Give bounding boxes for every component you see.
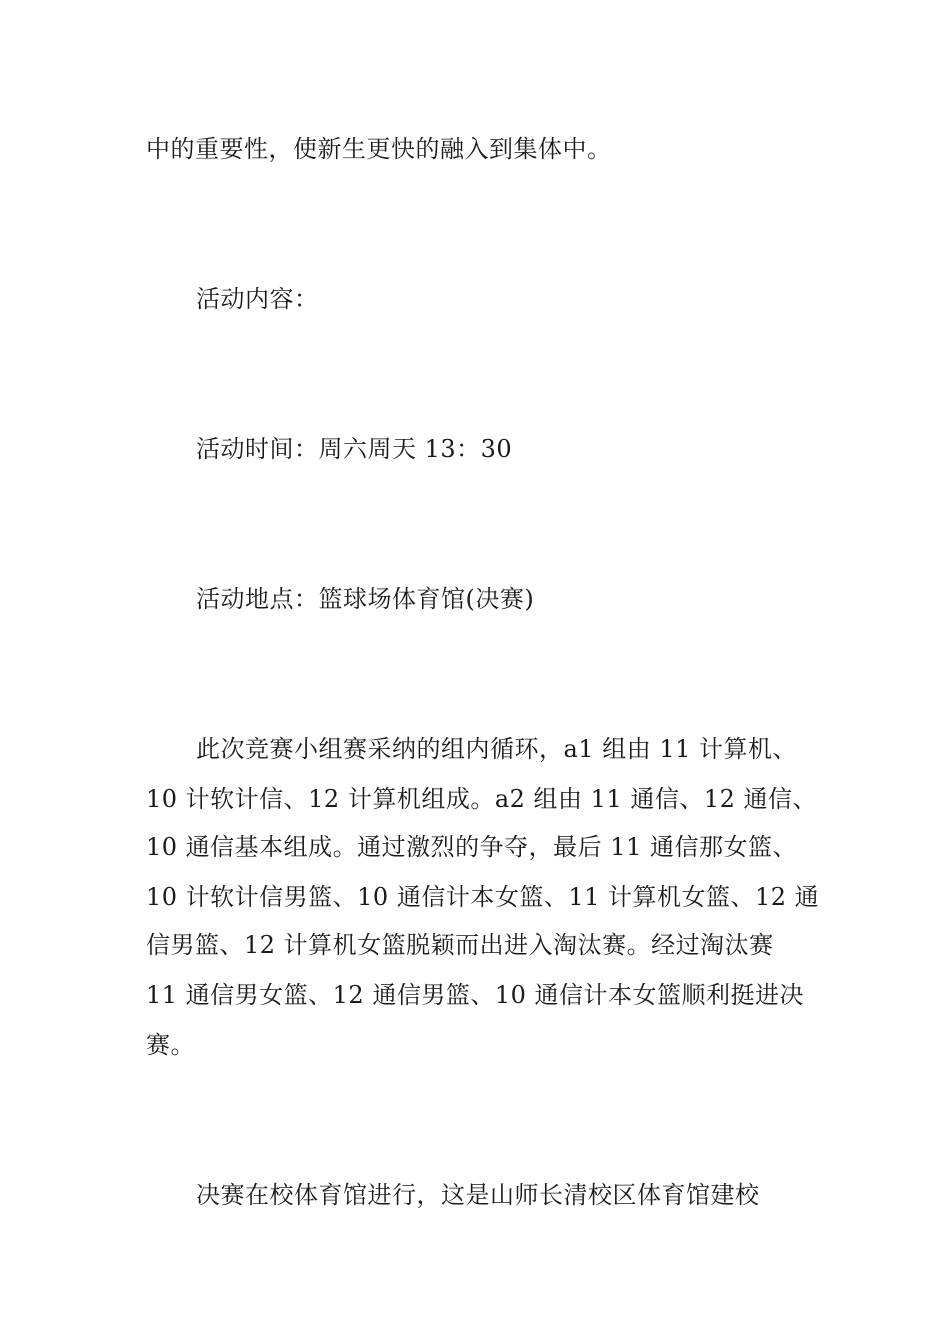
activity-time: 活动时间：周六周天 13：30 <box>196 435 513 463</box>
paragraph-continuation-line: 中的重要性，使新生更快的融入到集体中。 <box>146 135 612 163</box>
final-paragraph-line: 决赛在校体育馆进行，这是山师长清校区体育馆建校 <box>196 1181 760 1209</box>
activity-content-label: 活动内容： <box>196 285 319 313</box>
activity-location: 活动地点：篮球场体育馆(决赛) <box>196 585 535 613</box>
competition-paragraph-line: 10 计软计信男篮、10 通信计本女篮、11 计算机女篮、12 通 <box>146 883 820 911</box>
competition-paragraph-line: 此次竞赛小组赛采纳的组内循环，a1 组由 11 计算机、 <box>196 735 798 763</box>
competition-paragraph-line: 10 通信基本组成。通过激烈的争夺，最后 11 通信那女篮、 <box>146 833 797 861</box>
competition-paragraph-line: 11 通信男女篮、12 通信男篮、10 通信计本女篮顺利挺进决 <box>146 981 805 1009</box>
competition-paragraph-line: 10 计软计信、12 计算机组成。a2 组由 11 通信、12 通信、 <box>146 785 818 813</box>
competition-paragraph-line: 信男篮、12 计算机女篮脱颖而出进入淘汰赛。经过淘汰赛 <box>146 931 774 959</box>
competition-paragraph-line: 赛。 <box>146 1031 195 1059</box>
